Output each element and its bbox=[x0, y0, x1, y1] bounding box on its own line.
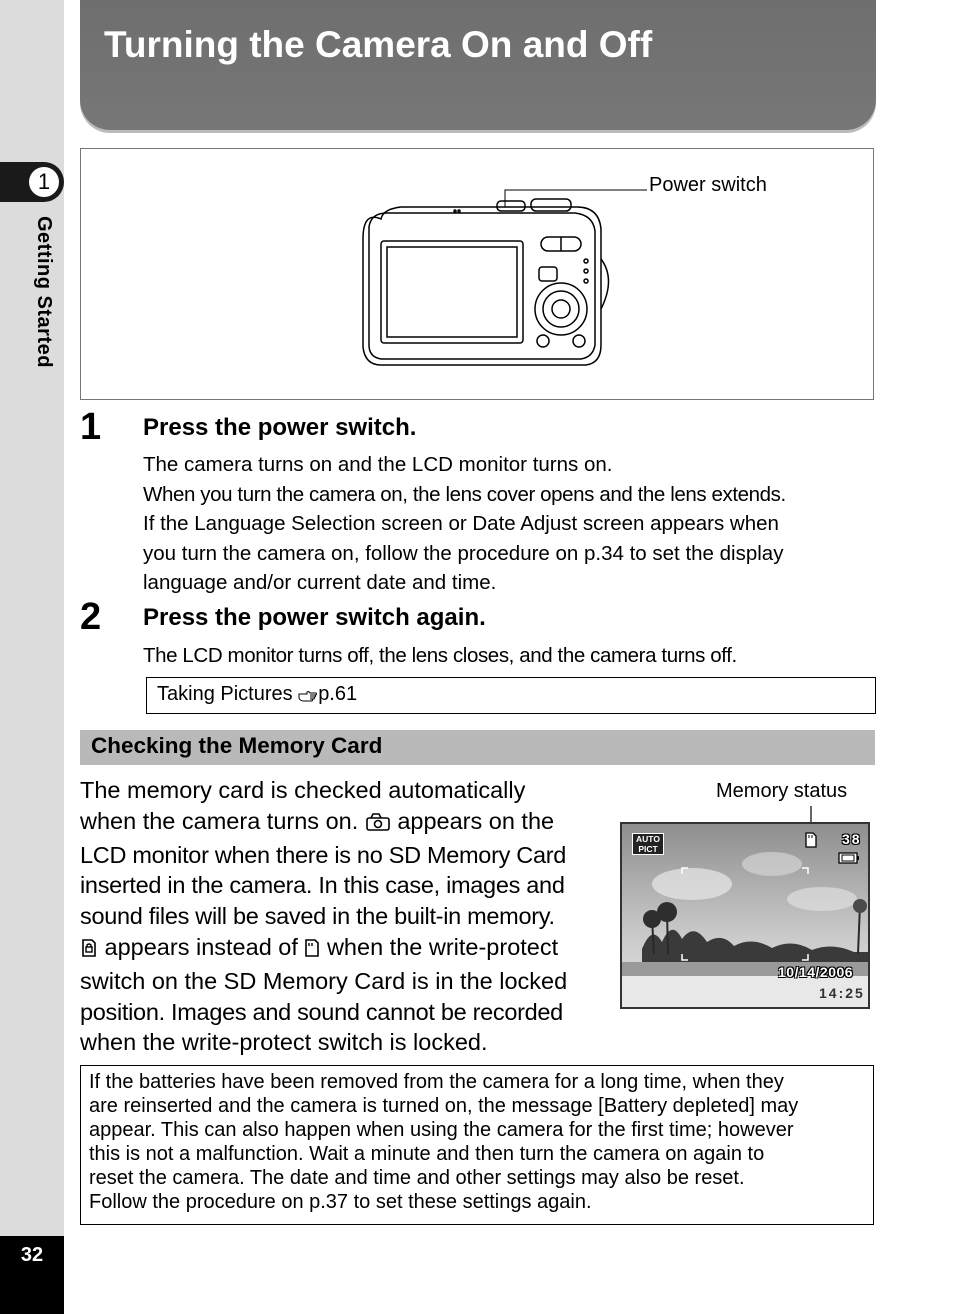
sd-card-icon bbox=[805, 832, 817, 853]
note-line: appear. This can also happen when using the camera for the first time; however bbox=[89, 1119, 794, 1141]
memory-line: LCD monitor when there is no SD Memory Card bbox=[80, 841, 567, 868]
step-2-line: The LCD monitor turns off, the lens closes, and the camera turns off. bbox=[143, 644, 737, 667]
memory-line: The memory card is checked automatically bbox=[80, 777, 526, 803]
shots-remaining: 38 bbox=[842, 831, 862, 847]
memory-line: position. Images and sound cannot be recorded bbox=[80, 998, 563, 1025]
camera-figure bbox=[80, 148, 874, 400]
step-1-text bbox=[143, 450, 883, 598]
note-line: If the batteries have been removed from the camera for a long time, when they bbox=[89, 1071, 784, 1093]
memory-line: when the write-protect switch is locked. bbox=[80, 1029, 488, 1056]
step-1-heading: Press the power switch. bbox=[143, 414, 417, 441]
mode-line: AUTO bbox=[636, 834, 660, 844]
lcd-date: 10/14/2006 bbox=[778, 964, 854, 980]
memory-status-label: Memory status bbox=[716, 780, 848, 802]
step-1-line: language and/or current date and time. bbox=[143, 571, 497, 594]
memory-line: switch on the SD Memory Card is in the locked bbox=[80, 967, 568, 994]
memory-line-part: appears instead of bbox=[104, 933, 298, 960]
power-switch-label: Power switch bbox=[649, 174, 767, 196]
step-1-line: If the Language Selection screen or Date Adjust screen appears when bbox=[143, 512, 779, 535]
step-2-text bbox=[143, 641, 883, 671]
memory-line: sound files will be saved in the built-in memory. bbox=[80, 903, 555, 930]
battery-icon bbox=[838, 851, 860, 869]
sd-card-icon bbox=[304, 935, 320, 966]
memory-body bbox=[80, 775, 600, 1058]
note-line: are reinserted and the camera is turned on, the message [Battery depleted] may bbox=[89, 1095, 799, 1117]
step-2-heading: Press the power switch again. bbox=[143, 604, 486, 631]
chapter-title: Getting Started bbox=[33, 216, 55, 368]
reference-box bbox=[146, 677, 876, 714]
built-in-memory-icon bbox=[365, 809, 391, 840]
memory-line-part: when the write-protect bbox=[326, 933, 559, 960]
chapter-number: 1 bbox=[27, 165, 61, 199]
memory-line bbox=[80, 932, 600, 966]
memory-line: inserted in the camera. In this case, images and bbox=[80, 872, 565, 899]
reference-text: Taking Pictures bbox=[157, 683, 293, 705]
note-line: Follow the procedure on p.37 to set these settings again. bbox=[89, 1191, 592, 1213]
note-line: this is not a malfunction. Wait a minute and then turn the camera on again to bbox=[89, 1143, 765, 1165]
step-1-line: When you turn the camera on, the lens cover opens and the lens extends. bbox=[143, 482, 786, 506]
step-1-line: you turn the camera on, follow the procedure on p.34 to set the display bbox=[143, 541, 784, 565]
lcd-time: 14:25 bbox=[819, 985, 865, 1001]
page-title: Turning the Camera On and Off bbox=[104, 24, 653, 65]
step-1-number: 1 bbox=[80, 406, 102, 448]
mode-line: PICT bbox=[638, 844, 658, 854]
step-1-line: The camera turns on and the LCD monitor turns on. bbox=[143, 453, 613, 476]
memory-line-part: appears on the bbox=[397, 807, 555, 834]
step-2-number: 2 bbox=[80, 596, 102, 638]
section-heading: Checking the Memory Card bbox=[80, 730, 875, 765]
mode-badge bbox=[632, 833, 664, 855]
lcd-screen-photo bbox=[620, 822, 870, 1009]
note-box bbox=[80, 1065, 874, 1225]
reference-hand-icon bbox=[298, 686, 318, 709]
page-number: 32 bbox=[0, 1236, 64, 1314]
memory-line bbox=[80, 806, 600, 840]
note-line: reset the camera. The date and time and other settings may also be reset. bbox=[89, 1167, 745, 1189]
locked-sd-card-icon bbox=[80, 935, 98, 966]
reference-page: p.61 bbox=[318, 683, 358, 705]
memory-line-part: when the camera turns on. bbox=[80, 807, 359, 834]
